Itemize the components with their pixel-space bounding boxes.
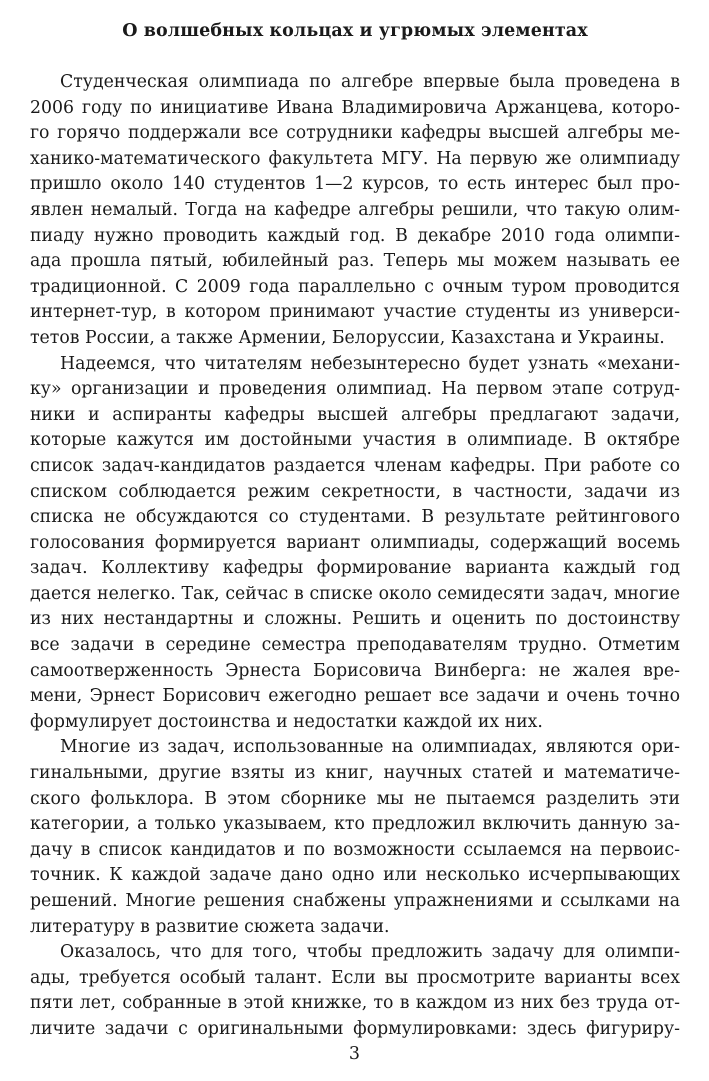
text-line: из них нестандартны и сложны. Решить и оценить по достоинству bbox=[30, 609, 680, 630]
text-line: го горячо поддержали все сотрудники кафедры высшей алгебры ме- bbox=[30, 123, 680, 144]
text-line: дается нелегко. Так, сейчас в списке около семидесяти задач, многие bbox=[30, 583, 680, 604]
text-line: голосования формируется вариант олимпиады, содержащий восемь bbox=[30, 532, 680, 553]
text-line: ники и аспиранты кафедры высшей алгебры предлагают задачи, bbox=[30, 404, 680, 425]
text-line: ского фольклора. В этом сборнике мы не пытаемся разделить эти bbox=[30, 788, 680, 809]
text-line: список задач-кандидатов раздается членам кафедры. При работе со bbox=[30, 455, 680, 476]
text-line: пришло около 140 студентов 1—2 курсов, то есть интерес был про- bbox=[30, 174, 680, 195]
text-line: явлен немалый. Тогда на кафедре алгебры решили, что такую олим- bbox=[30, 199, 680, 220]
text-line: все задачи в середине семестра преподавателям трудно. Отметим bbox=[30, 635, 680, 656]
paragraph bbox=[30, 940, 680, 1042]
text-line: Оказалось, что для того, чтобы предложить задачу для олимпи- bbox=[60, 942, 680, 963]
page-title: О волшебных кольцах и угрюмых элементах bbox=[122, 21, 588, 41]
page-content bbox=[30, 18, 680, 1043]
text-line: формулирует достоинства и недостатки каждой их них. bbox=[30, 711, 543, 732]
text-line: ку» организации и проведения олимпиад. На первом этапе сотруд- bbox=[30, 379, 680, 400]
paragraph bbox=[30, 352, 680, 736]
paragraph bbox=[30, 735, 680, 940]
text-line: категории, а только указываем, кто предложил включить данную за- bbox=[30, 814, 680, 835]
text-line: Многие из задач, использованные на олимпиадах, являются ори- bbox=[60, 737, 680, 758]
text-line: традиционной. С 2009 года параллельно с очным туром проводится bbox=[30, 276, 680, 297]
text-line: ада прошла пятый, юбилейный раз. Теперь мы можем называть ее bbox=[30, 251, 680, 272]
text-line: ады, требуется особый талант. Если вы просмотрите варианты всех bbox=[30, 967, 680, 988]
text-line: 2006 году по инициативе Ивана Владимировича Аржанцева, которо- bbox=[30, 97, 680, 118]
text-line: Надеемся, что читателям небезынтересно будет узнать «механи- bbox=[60, 353, 680, 374]
text-line: пиаду нужно проводить каждый год. В декабре 2010 года олимпи- bbox=[30, 225, 680, 246]
text-line: интернет-тур, в котором принимают участие студенты из универси- bbox=[30, 302, 680, 323]
text-line: которые кажутся им достойными участия в олимпиаде. В октябре bbox=[30, 430, 680, 451]
text-line: мени, Эрнест Борисович ежегодно решает все задачи и очень точно bbox=[30, 686, 680, 707]
text-line: гинальными, другие взяты из книг, научных статей и математиче- bbox=[30, 763, 680, 784]
text-line: литературу в развитие сюжета задачи. bbox=[30, 916, 390, 937]
text-line: самоотверженность Эрнеста Борисовича Винберга: не жалея вре- bbox=[30, 660, 680, 681]
text-line: тетов России, а также Армении, Белоруссии, Казахстана и Украины. bbox=[30, 327, 665, 348]
page-number: 3 bbox=[348, 1044, 361, 1064]
paragraph bbox=[30, 70, 680, 352]
text-line: точник. К каждой задаче дано одно или несколько исчерпывающих bbox=[30, 865, 680, 886]
body-text bbox=[30, 70, 680, 1043]
text-line: задач. Коллективу кафедры формирование варианта каждый год bbox=[30, 558, 680, 579]
text-line: пяти лет, собранные в этой книжке, то в каждом из них без труда от- bbox=[30, 993, 680, 1014]
text-line: личите задачи с оригинальными формулировками: здесь фигуриру- bbox=[30, 1018, 680, 1039]
text-line: ханико-математического факультета МГУ. На первую же олимпиаду bbox=[30, 148, 680, 169]
text-line: дачу в список кандидатов и по возможности ссылаемся на первоис- bbox=[30, 839, 680, 860]
text-line: решений. Многие решения снабжены упражнениями и ссылками на bbox=[30, 891, 680, 911]
text-line: списком соблюдается режим секретности, в частности, задачи из bbox=[30, 481, 680, 502]
text-line: Студенческая олимпиада по алгебре впервые была проведена в bbox=[60, 72, 680, 92]
text-line: списка не обсуждаются со студентами. В результате рейтингового bbox=[30, 507, 680, 528]
